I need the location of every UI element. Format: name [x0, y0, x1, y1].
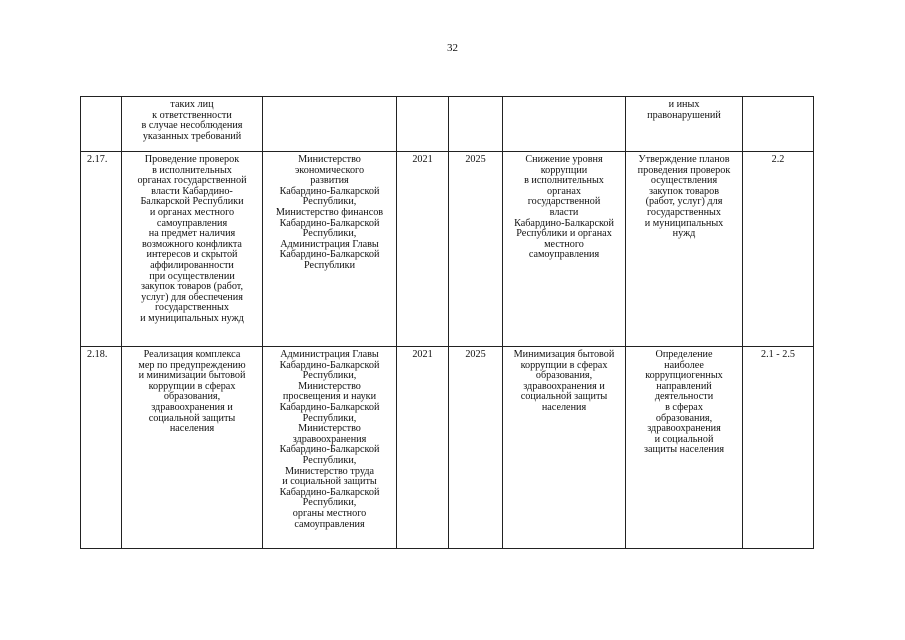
end-year-cell: 2025	[449, 152, 503, 347]
action-plan-table	[80, 96, 814, 549]
reference-cell	[743, 97, 814, 152]
table-row	[81, 152, 814, 347]
indicator-cell: Утверждение планов проведения проверок осуществления закупок товаров (работ, услуг) для государственных и муниципальных нужд	[626, 152, 743, 347]
start-year-cell	[397, 97, 449, 152]
indicator-cell: Определение наиболее коррупциогенных направлений деятельности в сферах образования, здравоохранения и социальной защиты населения	[626, 347, 743, 549]
result-cell: Минимизация бытовой коррупции в сферах образования, здравоохранения и социальной защиты населения	[503, 347, 626, 549]
item-number: 2.18.	[81, 347, 122, 549]
executors-cell	[263, 97, 397, 152]
reference-cell: 2.1 - 2.5	[743, 347, 814, 549]
item-number	[81, 97, 122, 152]
table-row	[81, 97, 814, 152]
table-row	[81, 347, 814, 549]
event-cell: Проведение проверок в исполнительных органах государственной власти Кабардино- Балкарской Республики и органах местного самоуправления на предмет наличия возможного конфликта интересов и скрытой аффилированности при осуществлении закупок товаров (работ, услуг) для обеспечения государственных и муниципальных нужд	[122, 152, 263, 347]
result-cell: Снижение уровня коррупции в исполнительных органах государственной власти Кабардино-Балкарской Республики и органах местного самоуправления	[503, 152, 626, 347]
result-cell	[503, 97, 626, 152]
event-cell: таких лиц к ответственности в случае несоблюдения указанных требований	[122, 97, 263, 152]
executors-cell: Администрация Главы Кабардино-Балкарской Республики, Министерство просвещения и науки Кабардино-Балкарской Республики, Министерство здравоохранения Кабардино-Балкарской Республики, Министерство труда и социальной защиты Кабардино-Балкарской Республики, органы местного самоуправления	[263, 347, 397, 549]
executors-cell: Министерство экономического развития Кабардино-Балкарской Республики, Министерство финансов Кабардино-Балкарской Республики, Администрация Главы Кабардино-Балкарской Республики	[263, 152, 397, 347]
event-cell: Реализация комплекса мер по предупреждению и минимизации бытовой коррупции в сферах образования, здравоохранения и социальной защиты населения	[122, 347, 263, 549]
start-year-cell: 2021	[397, 347, 449, 549]
end-year-cell: 2025	[449, 347, 503, 549]
reference-cell: 2.2	[743, 152, 814, 347]
end-year-cell	[449, 97, 503, 152]
indicator-cell: и иных правонарушений	[626, 97, 743, 152]
start-year-cell: 2021	[397, 152, 449, 347]
item-number: 2.17.	[81, 152, 122, 347]
page-number: 32	[447, 42, 458, 54]
